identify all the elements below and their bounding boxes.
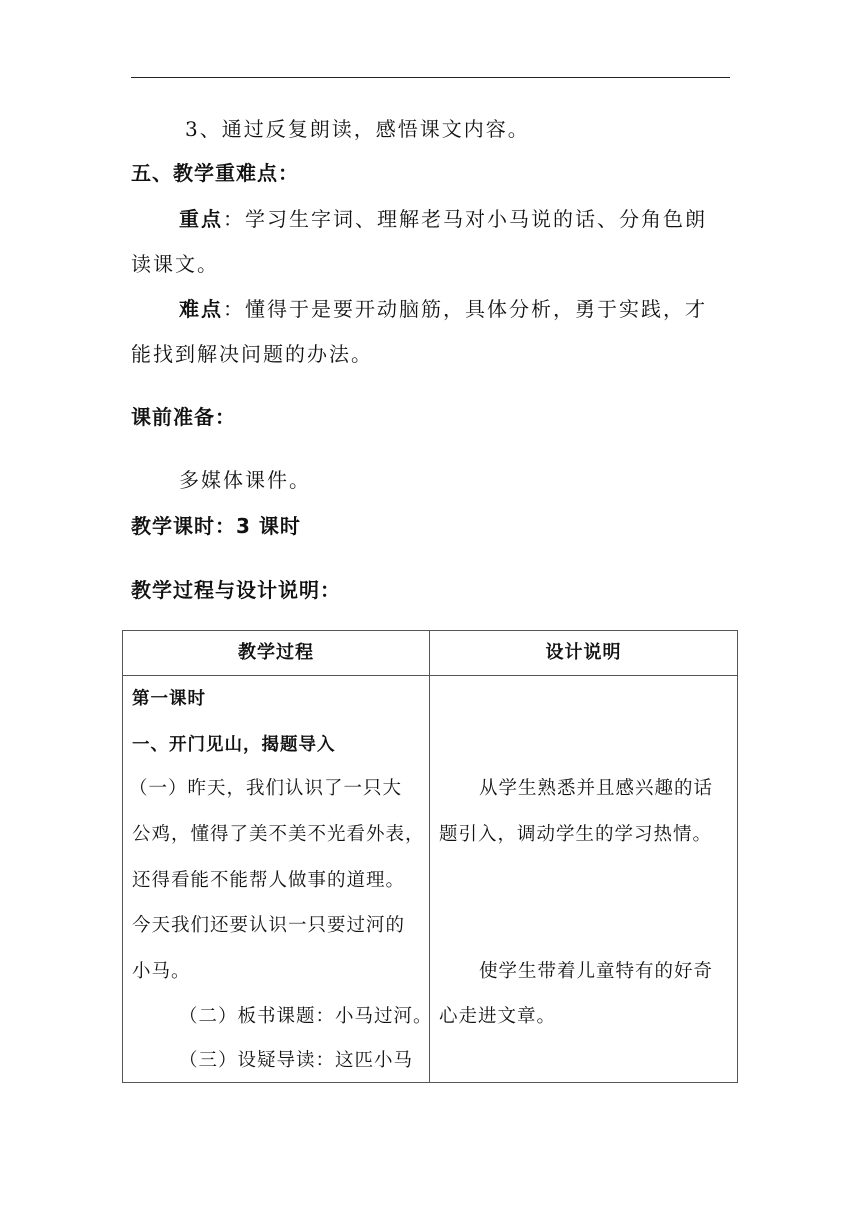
key-point-line-2: 读课文。 [131, 252, 219, 276]
key-point-label: 重点 [179, 207, 223, 231]
design-line: 题引入，调动学生的学习热情。 [439, 824, 713, 845]
prep-text: 多媒体课件。 [179, 468, 311, 492]
difficult-point-line-1 [179, 299, 707, 319]
design-line: 从学生熟悉并且感兴趣的话 [479, 778, 714, 799]
step-1-title: 一、开门见山，揭题导入 [132, 735, 336, 755]
hours-heading: 教学课时：3 课时 [131, 514, 301, 538]
difficult-point-line-2: 能找到解决问题的办法。 [131, 342, 373, 366]
process-heading: 教学过程与设计说明： [131, 578, 341, 602]
process-line: 还得看能不能帮人做事的道理。 [132, 870, 406, 891]
design-cell [430, 676, 738, 1083]
header-rule [131, 77, 730, 78]
design-line: 使学生带着儿童特有的好奇 [479, 961, 714, 982]
table-header-row [123, 631, 738, 676]
prep-heading: 课前准备： [131, 405, 236, 429]
process-line: （一）昨天，我们认识了一只大 [129, 778, 403, 799]
header-design: 设计说明 [430, 631, 738, 676]
section-5-heading: 五、教学重难点： [131, 161, 299, 185]
goal-3-line: 3、通过反复朗读，感悟课文内容。 [185, 117, 530, 141]
table-row [123, 676, 738, 1083]
difficult-point-text: ：懂得于是要开动脑筋，具体分析，勇于实践，才 [223, 297, 707, 321]
process-line: 公鸡，懂得了美不美不光看外表， [132, 824, 425, 845]
process-line: （二）板书课题：小马过河。 [179, 1006, 433, 1027]
key-point-line-1 [179, 209, 707, 229]
header-process: 教学过程 [123, 631, 430, 676]
lesson-title: 第一课时 [132, 689, 206, 709]
process-table [122, 630, 738, 1083]
process-line: 小马。 [132, 961, 191, 982]
process-cell [123, 676, 433, 1083]
process-line: 今天我们还要认识一只要过河的 [132, 915, 406, 936]
difficult-point-label: 难点 [179, 297, 223, 321]
process-line: （三）设疑导读：这匹小马 [179, 1050, 414, 1071]
design-line: 心走进文章。 [439, 1006, 557, 1027]
key-point-text: ：学习生字词、理解老马对小马说的话、分角色朗 [223, 207, 707, 231]
